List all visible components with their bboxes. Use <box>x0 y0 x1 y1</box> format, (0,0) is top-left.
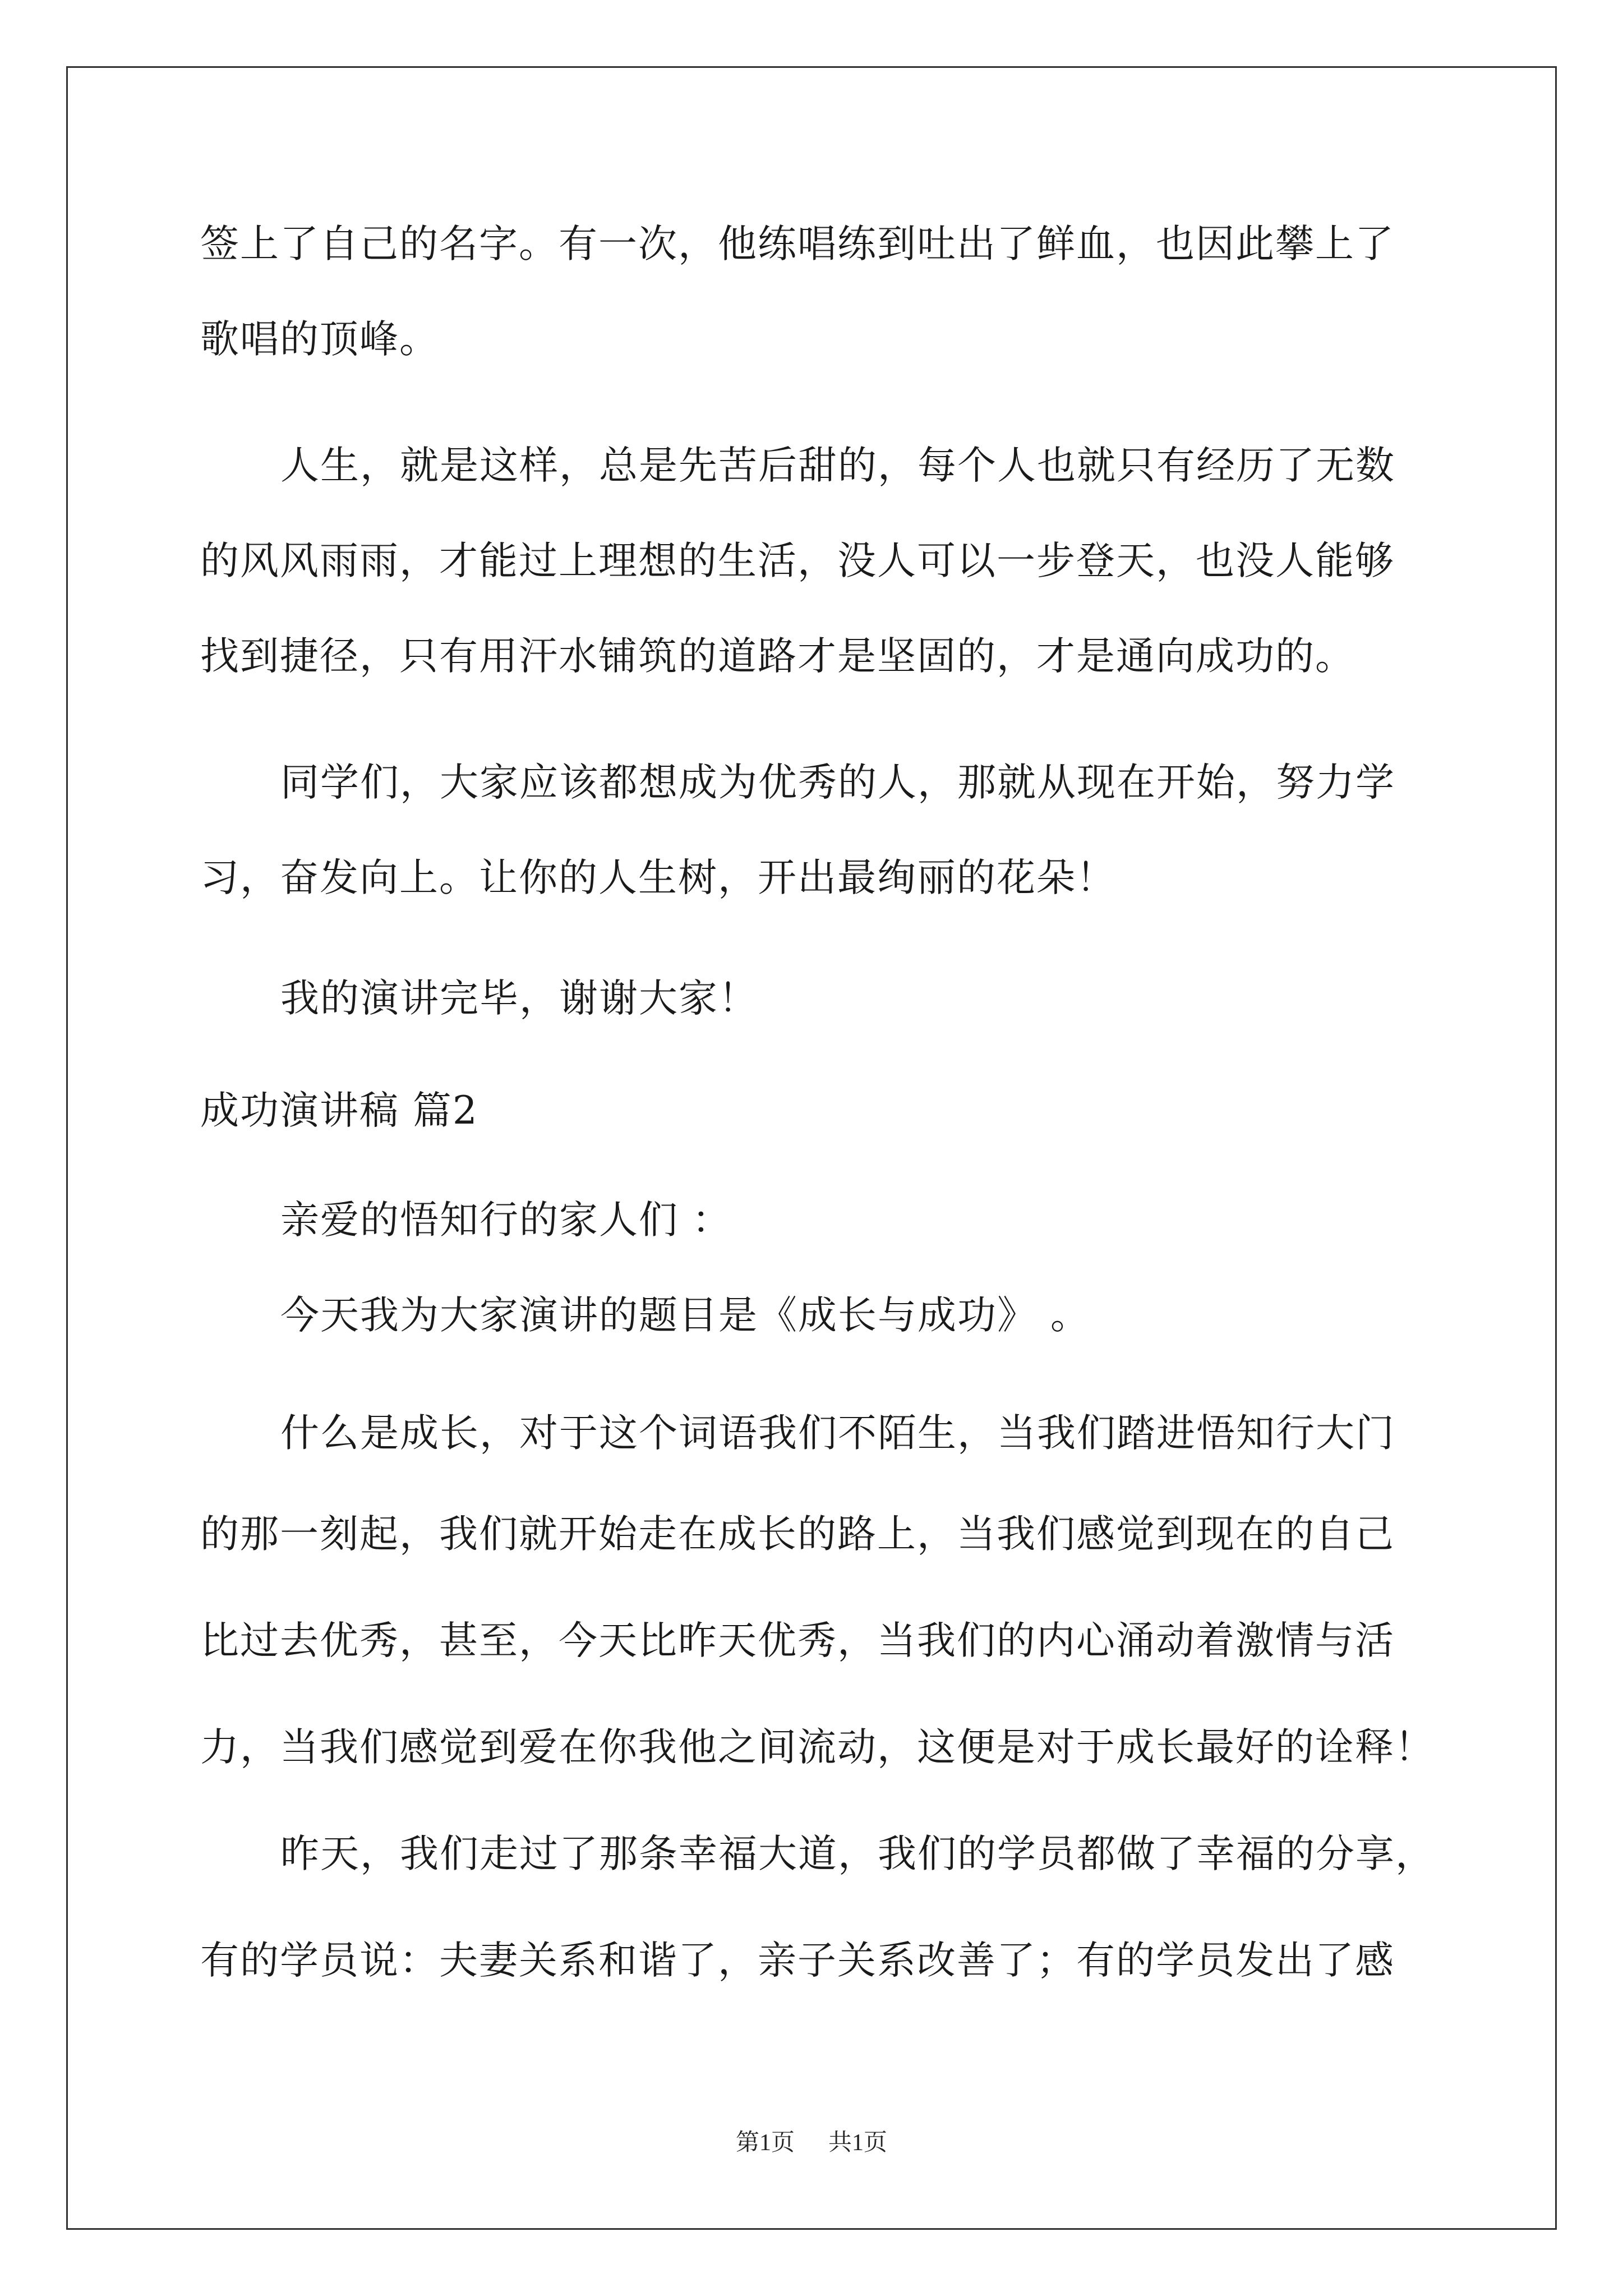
paragraph-start: 今天我为大家演讲的题目是《成长与成功》 。 <box>280 1293 1090 1338</box>
page-footer <box>0 2126 1623 2160</box>
paragraph-start: 同学们，大家应该都想成为优秀的人，那就从现在开始，努力学 <box>280 760 1395 805</box>
paragraph-start: 昨天，我们走过了那条幸福大道，我们的学员都做了幸福的分享， <box>280 1832 1435 1876</box>
page-count: 共1页 <box>828 2130 888 2156</box>
text-line: 歌唱的顶峰。 <box>200 317 439 362</box>
paragraph-start: 人生，就是这样，总是先苦后甜的，每个人也就只有经历了无数 <box>280 443 1395 488</box>
text-line: 力，当我们感觉到爱在你我他之间流动，这便是对于成长最好的诠释！ <box>200 1725 1435 1770</box>
text-line: 有的学员说：夫妻关系和谐了，亲子关系改善了；有的学员发出了感 <box>200 1938 1395 1983</box>
text-line: 习，奋发向上。让你的人生树，开出最绚丽的花朵！ <box>200 855 1116 900</box>
text-line: 找到捷径，只有用汗水铺筑的道路才是坚固的，才是通向成功的。 <box>200 634 1355 679</box>
text-line: 的那一刻起，我们就开始走在成长的路上，当我们感觉到现在的自己 <box>200 1512 1395 1557</box>
page-border <box>66 66 1557 2230</box>
paragraph-start: 我的演讲完毕，谢谢大家！ <box>280 976 758 1021</box>
text-line: 的风风雨雨，才能过上理想的生活，没人可以一步登天，也没人能够 <box>200 539 1395 583</box>
text-line: 签上了自己的名字。有一次，他练唱练到吐出了鲜血，也因此攀上了 <box>200 222 1395 266</box>
text-line: 比过去优秀，甚至，今天比昨天优秀，当我们的内心涌动着激情与活 <box>200 1618 1395 1663</box>
paragraph-start: 什么是成长，对于这个词语我们不陌生，当我们踏进悟知行大门 <box>280 1411 1395 1456</box>
salutation: 亲爱的悟知行的家人们 ： <box>280 1198 732 1243</box>
page-number: 第1页 <box>735 2130 795 2156</box>
section-heading: 成功演讲稿 篇2 <box>200 1088 478 1133</box>
